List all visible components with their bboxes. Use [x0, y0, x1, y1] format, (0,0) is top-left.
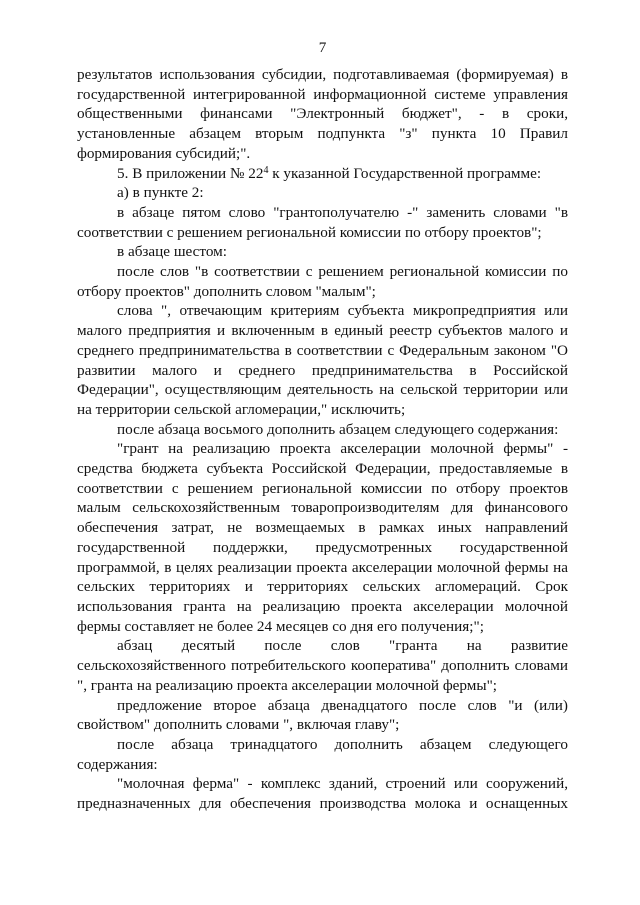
paragraph-abzac-12: предложение второе абзаца двенадцатого после слов "и (или) свойством" дополнить словами ", включая главу"; — [77, 696, 568, 734]
paragraph-abzac-6-add: после слов "в соответствии с решением региональной комиссии по отбору проектов" дополнить словом "малым"; — [77, 263, 568, 300]
paragraph-item-5-tail: к указанной Государственной программе: — [268, 164, 542, 182]
paragraph-dairy-farm-definition: "молочная ферма" - комплекс зданий, строений или сооружений, предназначенных для обеспечения производства молока и оснащенных — [77, 775, 568, 813]
paragraph-continued: результатов использования субсидии, подготавливаемая (формируемая) в государственной интегрированной информационной системе управления общественными финансами "Электронный бюджет", - в сроки, установленные абзацем вторым подпункта "з" пункта 10 Правил формирования субсидий;". — [77, 66, 568, 162]
paragraph-grant-definition: "грант на реализацию проекта акселерации молочной фермы" - средства бюджета субъекта Российской Федерации, предоставляемые в соответствии с решением региональной комиссии по отбору проектов малым сельскохозяйственным товаропроизводителям для финансового обеспечения затрат, не возмещаемых в рамках иных направлений государственной поддержки, предусмотренных государственной программой, в целях реализации проекта акселерации молочной фермы на сельских территориях и территориях сельских агломераций. Срок использования гранта на реализацию проекта акселерации молочной фермы составляет не более 24 месяцев со дня его получения;"; — [77, 440, 568, 635]
paragraph-abzac-6-heading: в абзаце шестом: — [117, 243, 227, 261]
paragraph-abzac-5: в абзаце пятом слово "грантополучателю -" заменить словами "в соответствии с решением региональной комиссии по отбору проектов"; — [77, 203, 568, 241]
paragraph-item-5-text: 5. В приложении № 22 — [117, 164, 264, 182]
paragraph-after-13: после абзаца тринадцатого дополнить абзацем следующего содержания: — [77, 735, 568, 773]
page-number: 7 — [318, 39, 327, 56]
paragraph-subitem-a: а) в пункте 2: — [117, 184, 204, 202]
document-body — [77, 65, 568, 814]
paragraph-abzac-10: абзац десятый после слов "гранта на развитие сельскохозяйственного потребительского кооператива" дополнить словами ", гранта на реализацию проекта акселерации молочной фермы"; — [77, 637, 568, 694]
paragraph-abzac-6-remove: слова ", отвечающим критериям субъекта микропредприятия или малого предприятия и включенным в единый реестр субъектов малого и среднего предпринимательства в соответствии с Федеральным законом "О развитии малого и среднего предпринимательства в Российской Федерации", осуществляющим деятельность на сельской территории или на территории сельской агломерации," исключить; — [77, 302, 568, 418]
paragraph-item-5 — [77, 164, 568, 184]
paragraph-after-8: после абзаца восьмого дополнить абзацем следующего содержания: — [117, 420, 559, 438]
annex-superscript: 4 — [263, 164, 269, 176]
